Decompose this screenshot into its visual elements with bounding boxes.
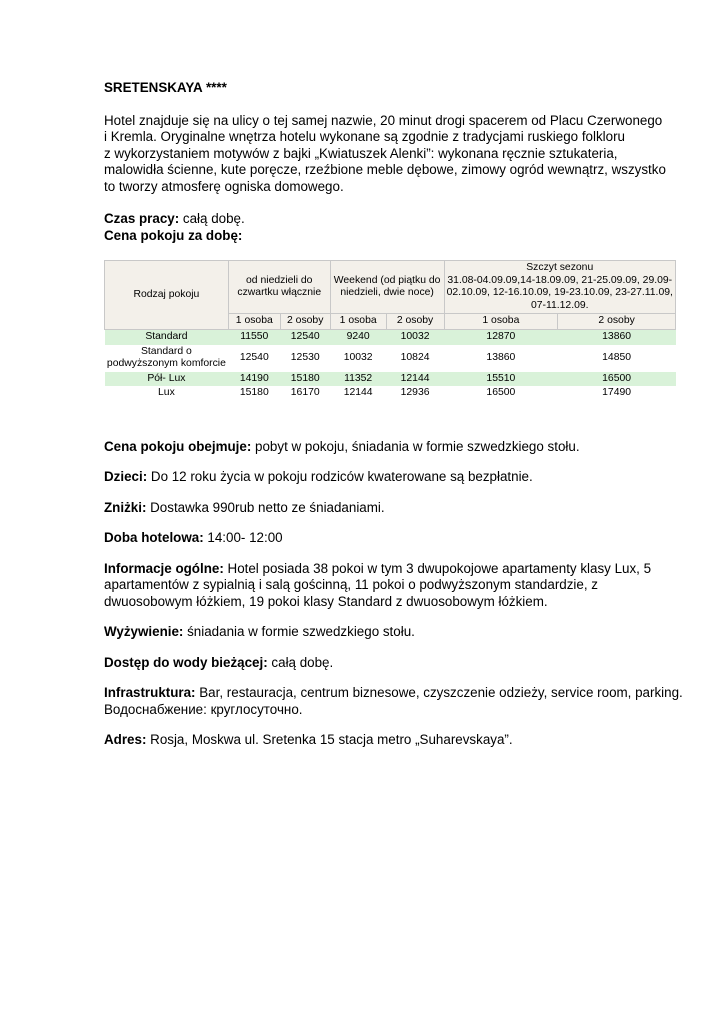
header-room-type: Rodzaj pokoju: [105, 261, 229, 330]
table-row: [105, 386, 676, 401]
subheader-2-persons: 2 osoby: [280, 314, 330, 330]
subheader-1-person: 1 osoba: [330, 314, 386, 330]
discounts-value: Dostawka 990rub netto ze śniadaniami.: [146, 499, 385, 515]
price-heading: Cena pokoju za dobę:: [104, 227, 243, 243]
price-cell: 13860: [558, 329, 676, 344]
general-info: [104, 561, 684, 611]
work-time-value: całą dobę.: [179, 211, 245, 226]
price-cell: 16500: [558, 372, 676, 387]
price-cell: 15180: [239, 387, 269, 399]
discounts-label: Zniżki:: [104, 499, 147, 515]
price-cell: 12144: [386, 372, 444, 387]
price-cell: 12144: [343, 387, 373, 399]
header-weekend: Weekend (od piątku do niedzieli, dwie noce): [330, 261, 444, 314]
discounts-info: [104, 500, 684, 517]
table-row: [105, 345, 676, 372]
subheader-1-person: 1 osoba: [444, 314, 558, 330]
general-info-label: Informacje ogólne:: [104, 560, 224, 576]
price-cell: 17490: [602, 387, 632, 399]
hotel-title: SRETENSKAYA ****: [104, 80, 227, 95]
water-label: Dostęp do wody bieżącej:: [104, 654, 268, 670]
price-cell: 10032: [343, 351, 373, 363]
children-info: [104, 469, 684, 486]
room-type-cell: Pół- Lux: [105, 372, 229, 387]
table-header-row: [105, 261, 676, 314]
price-cell: 13860: [486, 351, 516, 363]
work-time: [104, 211, 684, 228]
infrastructure-info: [104, 685, 684, 718]
document-page: [104, 80, 684, 763]
peak-season-title: Szczyt sezonu: [526, 262, 594, 273]
infrastructure-label: Infrastruktura:: [104, 685, 196, 701]
price-cell: 9240: [330, 329, 386, 344]
address-label: Adres:: [104, 732, 147, 748]
price-cell: 12870: [444, 329, 558, 344]
price-cell: 10824: [400, 351, 430, 363]
room-type-cell: Standard o podwyższonym komforcie: [106, 345, 226, 370]
price-cell: 11550: [228, 329, 280, 344]
hotel-description: [104, 113, 684, 196]
general-info-value: Hotel posiada 38 pokoi w tym 3 dwupokojowe apartamenty klasy Lux, 5 apartamentów z sypialnią i salą gościnną, 11 pokoi o podwyższonym standardzie, z dwuosobowym łóżkiem, 19 pokoi klasy Standard z dwuosobowym łóżkiem.: [104, 560, 652, 609]
price-cell: 14850: [602, 351, 632, 363]
price-cell: 14190: [228, 372, 280, 387]
price-cell: 12540: [239, 351, 269, 363]
hotel-day-label: Doba hotelowa:: [104, 530, 204, 546]
price-includes-label: Cena pokoju obejmuje:: [104, 438, 252, 454]
room-type-cell: Lux: [158, 387, 175, 399]
price-includes-value: pobyt w pokoju, śniadania w formie szwedzkiego stołu.: [251, 438, 580, 454]
hotel-day-value: 14:00- 12:00: [203, 530, 283, 546]
price-cell: 16500: [486, 387, 516, 399]
description-line: to tworzy atmosferę ogniska domowego.: [104, 178, 344, 194]
price-cell: 15180: [280, 372, 330, 387]
work-time-label: Czas pracy:: [104, 211, 180, 226]
price-cell: 11352: [330, 372, 386, 387]
table-row: [105, 329, 676, 344]
water-value: całą dobę.: [267, 654, 334, 670]
description-line: malowidła ścienne, kute poręcze, rzeźbione meble dębowe, zimowy ogród wewnątrz, wszystko: [104, 162, 666, 177]
header-weekday: od niedzieli do czwartku włącznie: [228, 261, 330, 314]
price-includes: [104, 439, 684, 456]
price-table: [104, 260, 676, 401]
food-label: Wyżywienie:: [104, 624, 184, 640]
header-peak-season: [444, 261, 675, 314]
price-cell: 12530: [290, 351, 320, 363]
description-line: Hotel znajduje się na ulicy o tej samej nazwie, 20 minut drogi spacerem od Placu Czerwonego: [104, 112, 663, 128]
price-cell: 12540: [280, 329, 330, 344]
children-value: Do 12 roku życia w pokoju rodziców kwaterowane są bezpłatnie.: [147, 469, 533, 485]
infrastructure-value: Bar, restauracja, centrum biznesowe, czyszczenie odzieży, service room, parking.: [195, 685, 683, 701]
hotel-day-info: [104, 530, 684, 547]
address-value: Rosja, Moskwa ul. Sretenka 15 stacja metro „Suharevskaya”.: [146, 732, 513, 748]
description-line: z wykorzystaniem motywów z bajki „Kwiatuszek Alenki”: wykonana ręcznie sztukateria,: [104, 145, 618, 161]
price-cell: 16170: [290, 387, 320, 399]
water-info: [104, 655, 684, 672]
subheader-2-persons: 2 osoby: [558, 314, 676, 330]
table-row: [105, 372, 676, 387]
children-label: Dzieci:: [104, 469, 148, 485]
description-line: i Kremla. Oryginalne wnętrza hotelu wykonane są zgodnie z tradycjami ruskiego folkloru: [104, 129, 625, 144]
price-cell: 10032: [386, 329, 444, 344]
water-supply-note: Водоснабжение: круглосуточно.: [104, 701, 303, 717]
price-cell: 15510: [444, 372, 558, 387]
address-info: [104, 732, 684, 749]
price-cell: 12936: [400, 387, 430, 399]
room-type-cell: Standard: [105, 329, 229, 344]
subheader-2-persons: 2 osoby: [386, 314, 444, 330]
food-value: śniadania w formie szwedzkiego stołu.: [183, 624, 415, 640]
food-info: [104, 624, 684, 641]
subheader-1-person: 1 osoba: [228, 314, 280, 330]
peak-season-dates: 31.08-04.09.09,14-18.09.09, 21-25.09.09, 29.09-02.10.09, 12-16.10.09, 19-23.10.09, 23-27.11.09, 07-11.12.09.: [446, 274, 673, 311]
